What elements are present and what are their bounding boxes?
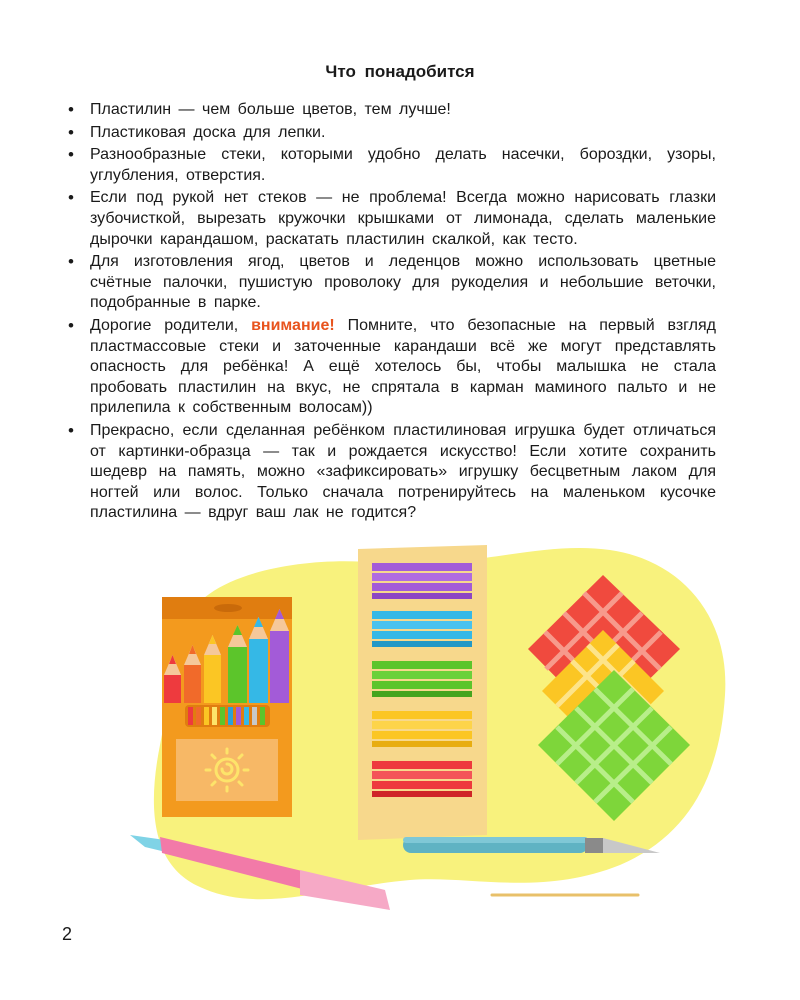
item-text: Для изготовления ягод, цветов и леденцов можно использовать цветные счётные палочки, пушистую проволоку для рукоделия и небольшие веточки, подобранные в парке.: [90, 253, 716, 312]
supplies-list: [66, 100, 716, 526]
pencil-box-icon: [162, 597, 292, 817]
list-item: [66, 188, 716, 250]
craft-supplies-illustration: [0, 535, 800, 925]
list-item: [66, 123, 716, 144]
item-text: Прекрасно, если сделанная ребёнком пластилиновая игрушка будет отличаться от картинки-образца — так и рождается искусство! Если хотите сохранить шедевр на память, можно «зафиксировать» игрушку бесцветным лаком для ногтей или волос. Только сначала потренируйтесь на маленьком кусочке пластилина — вдруг ваш лак не годится?: [90, 421, 716, 522]
item-text: Разнообразные стеки, которыми удобно делать насечки, бороздки, узоры, углубления, отверстия.: [90, 146, 716, 184]
list-item: [66, 421, 716, 524]
page-number: 2: [62, 924, 73, 944]
list-item: [66, 100, 716, 121]
item-text: Если под рукой нет стеков — не проблема! Всегда можно нарисовать глазки зубочисткой, вырезать кружочки крышками от лимонада, сделать маленькие дырочки карандашом, раскатать пластилин скалкой, как тесто.: [90, 189, 716, 248]
item-text: Пластиковая доска для лепки.: [90, 123, 326, 141]
list-item: [66, 252, 716, 314]
item-text: Пластилин — чем больше цветов, тем лучше!: [90, 101, 451, 118]
page-title: Что понадобится: [325, 62, 475, 81]
item-text: Помните, что безопасные на первый взгляд пластмассовые стеки и заточенные карандаши всё же могут представлять опасность для ребёнка! А ещё хотелось бы, чтобы малышка не стала пробовать пластилин на вкус, не спрятала в карман маминого пальто и не прилепила к собственным волосам)): [90, 316, 716, 417]
attention-highlight: внимание!: [251, 316, 335, 334]
list-item: [66, 316, 716, 419]
list-item: [66, 145, 716, 186]
plasticine-board-icon: [358, 545, 487, 840]
item-text: Дорогие родители,: [90, 316, 252, 334]
